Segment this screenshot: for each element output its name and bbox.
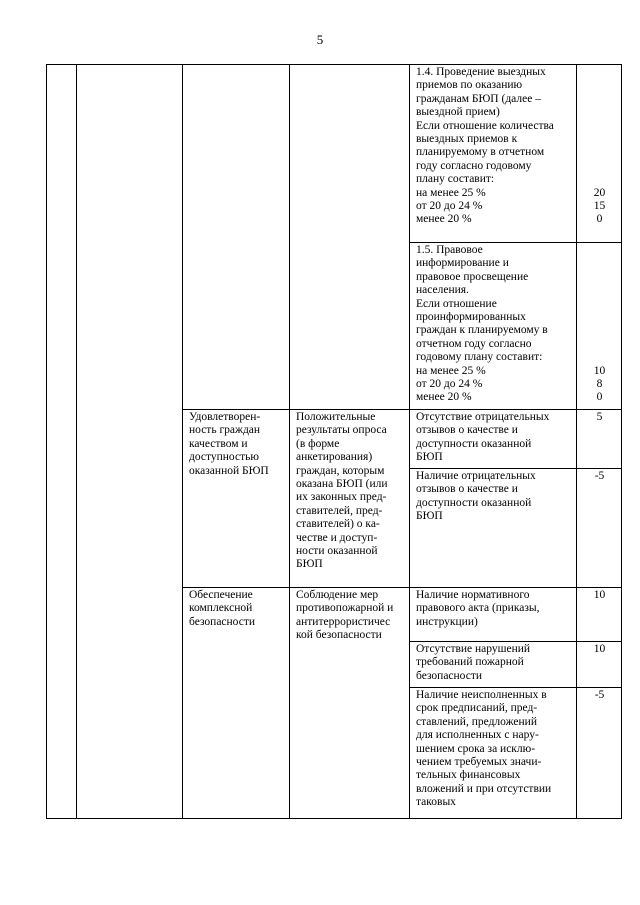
points-cell: 10 8 0 xyxy=(577,243,622,410)
points-cell: 20 15 0 xyxy=(577,65,622,243)
criterion-cell: 1.5. Правовое информирование и правовое просвещение населения. Если отношение проинформированных граждан к планируемому в отчетном году согласно годовому плану составит: на менее 25 % от 20 до 24 % менее 20 % xyxy=(410,243,577,410)
points-cell: 5 xyxy=(577,410,622,469)
points-cell: -5 xyxy=(577,469,622,588)
measure-cell: Соблюдение мер противопожарной и антитеррористичес кой безопасности xyxy=(290,588,410,819)
criterion-cell: Наличие неисполненных в срок предписаний, пред- ставлений, предложений для исполненных с нару- шением срока за исклю- чением требуемых значи- тельных финансовых вложений и при отсутствии таковых xyxy=(410,688,577,819)
indicator-cell: Удовлетворен- ность граждан качеством и доступностью оказанной БЮП xyxy=(183,410,290,588)
page-number: 5 xyxy=(316,32,324,47)
criterion-cell: Отсутствие нарушений требований пожарной безопасности xyxy=(410,642,577,688)
criterion-cell: 1.4. Проведение выездных приемов по оказанию гражданам БЮП (далее – выездной прием) Если отношение количества выездных приемов к планируемому в отчетном году согласно годовому плану составит: на менее 25 % от 20 до 24 % менее 20 % xyxy=(410,65,577,243)
criterion-cell: Наличие нормативного правового акта (приказы, инструкции) xyxy=(410,588,577,642)
criterion-cell: Отсутствие отрицательных отзывов о качестве и доступности оказанной БЮП xyxy=(410,410,577,469)
index-cell xyxy=(47,65,77,819)
measure-cell: Положительные результаты опроса (в форме анкетирования) граждан, которым оказана БЮП (или их законных пред- ставителей, пред- ставителей) о ка- честве и доступ- ности оказанной БЮП xyxy=(290,410,410,588)
indicator-cell: Обеспечение комплексной безопасности xyxy=(183,588,290,819)
points-cell: -5 xyxy=(577,688,622,819)
indicator-cell xyxy=(183,65,290,410)
area-cell xyxy=(77,65,183,819)
table-row xyxy=(47,65,622,243)
points-cell: 10 xyxy=(577,642,622,688)
criterion-cell: Наличие отрицательных отзывов о качестве и доступности оказанной БЮП xyxy=(410,469,577,588)
points-cell: 10 xyxy=(577,588,622,642)
criteria-table xyxy=(46,64,622,819)
measure-cell xyxy=(290,65,410,410)
